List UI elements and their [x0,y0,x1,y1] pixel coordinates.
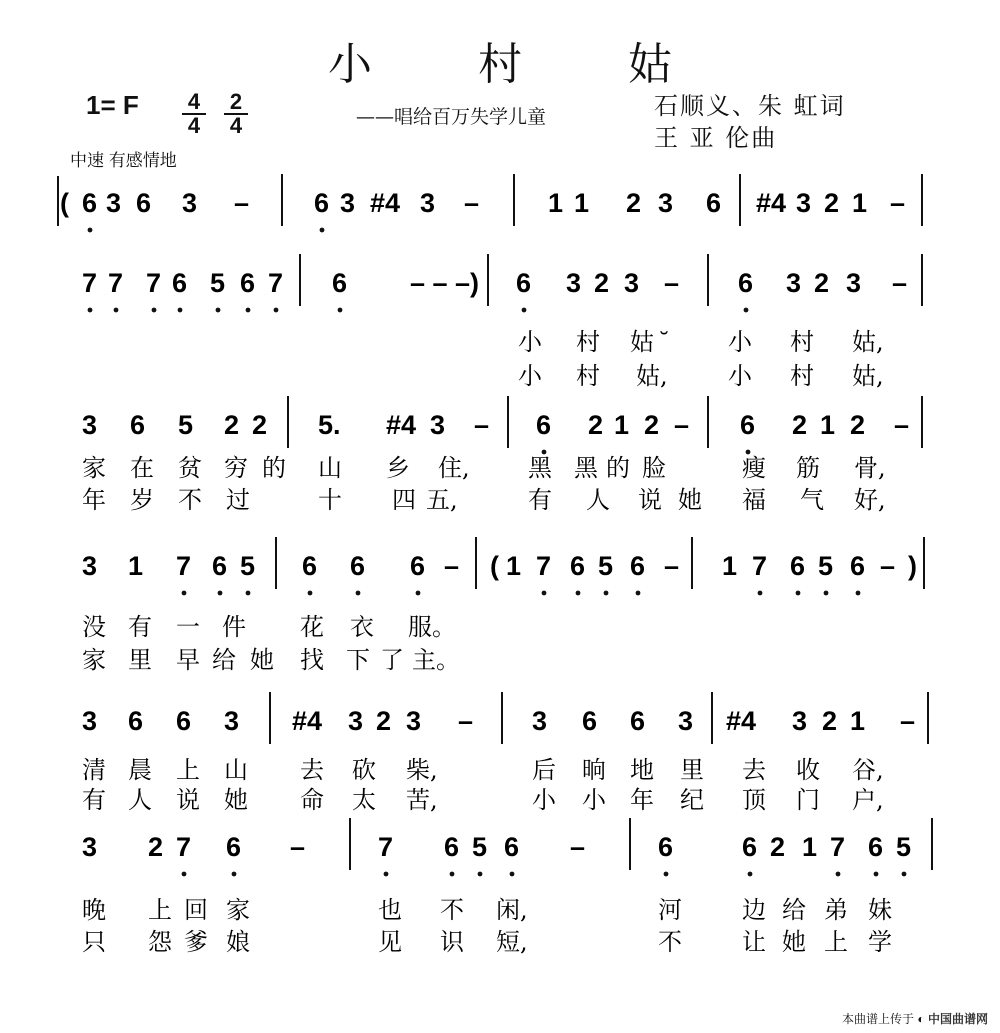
lower-octave-dot [450,872,455,877]
lyric-char: 姑, [852,328,884,356]
note: 2 [644,410,660,440]
note: #4 [726,706,757,736]
lyric-char: 在 [130,454,154,482]
lower-octave-dot [356,591,361,596]
note: 3 [430,410,446,440]
lyric-char: 四 [392,486,416,514]
note: – [464,188,480,218]
lyric-char: 件 [222,613,246,641]
note: – [290,832,306,862]
note: 1 [852,188,868,218]
lyric-char: 主。 [412,646,460,674]
lower-octave-dot [542,591,547,596]
note: 6 [738,268,754,298]
note: 3 [348,706,364,736]
note: 2 [814,268,830,298]
note: 6 [212,551,228,581]
lyric-char: 早 [176,646,200,674]
dedication: ——唱给百万失学儿童 [356,106,547,128]
note: 6 [570,551,586,581]
note: 6 [868,832,884,862]
lyric-char: 穷 [224,454,248,482]
lyric-char: 里 [680,756,704,784]
note: ( [490,551,499,581]
note: 5 [178,410,194,440]
lyric-char: 闲, [496,896,528,924]
lower-octave-dot [796,591,801,596]
lower-octave-dot [246,308,251,313]
lyric-char: 不 [178,486,202,514]
note: ( [60,188,69,218]
note: 7 [536,551,552,581]
lyric-char: 边 [742,896,766,924]
note: 7 [176,551,192,581]
note: 6 [314,188,330,218]
note: ) [908,551,917,581]
note: 6 [536,410,552,440]
lyric-char: 不 [440,896,464,924]
lyric-char: 有 [128,613,152,641]
lower-octave-dot [478,872,483,877]
note: 2 [850,410,866,440]
lower-octave-dot [114,308,119,313]
lower-octave-dot [522,308,527,313]
lyric-char: 短, [496,928,528,956]
lyric-char: 的 [606,454,630,482]
lyric-char: 村 [576,362,600,390]
lyric-char: 了 [380,646,404,674]
note: 3 [82,551,98,581]
note: 1 [802,832,818,862]
note: 6 [582,706,598,736]
note: 3 [82,706,98,736]
note: 6 [128,706,144,736]
note: – [474,410,490,440]
note: 1 [574,188,590,218]
note: 7 [752,551,768,581]
note: #4 [370,188,401,218]
note: – [900,706,916,736]
note: 7 [82,268,98,298]
note: 3 [678,706,694,736]
lyric-char: 年 [630,786,654,814]
lyric-char: 的 [262,454,286,482]
composer-credit: 王 亚 伦曲 [654,124,778,152]
lyric-char: 说 [638,486,662,514]
lyric-char: 找 [300,646,324,674]
note: 6 [850,551,866,581]
note: 5 [472,832,488,862]
lyric-char: 晌 [582,756,606,784]
note: 5 [210,268,226,298]
note: 5 [598,551,614,581]
lower-octave-dot [416,591,421,596]
lyric-char: 只 [82,928,106,956]
note: 3 [786,268,802,298]
lower-octave-dot [856,591,861,596]
lyric-char: 学 [868,928,892,956]
lower-octave-dot [274,308,279,313]
note: 6 [302,551,318,581]
lyric-char: 说 [176,786,200,814]
lyric-char: 爹 [184,928,208,956]
lower-octave-dot [308,591,313,596]
note: 6 [410,551,426,581]
lyric-char: 她 [678,486,702,514]
lower-octave-dot [510,872,515,877]
lyric-char: 一 [176,613,200,641]
lyric-char: 服。 [408,613,456,641]
lower-octave-dot [748,872,753,877]
note: 6 [172,268,188,298]
lyric-char: 山 [318,454,342,482]
lyric-char: 好, [854,486,886,514]
lyric-char: 回 [184,896,208,924]
lower-octave-dot [232,872,237,877]
note: 1 [548,188,564,218]
lyric-char: 姑, [636,362,668,390]
lower-octave-dot [182,872,187,877]
note: 1 [722,551,738,581]
lyric-char: 去 [300,756,324,784]
lyric-char: 砍 [352,756,376,784]
note: 2 [594,268,610,298]
lower-octave-dot [178,308,183,313]
note: 2 [588,410,604,440]
lower-octave-dot [218,591,223,596]
note: 3 [420,188,436,218]
lyric-char: 识 [440,928,464,956]
note: 6 [444,832,460,862]
site-logo-icon: ◐ [917,1012,925,1026]
note: 3 [406,706,422,736]
note: – [674,410,690,440]
lyric-char: 怨 [148,928,172,956]
lyric-char: 家 [226,896,250,924]
lyric-char: 太 [352,786,376,814]
lower-octave-dot [836,872,841,877]
note: 2 [376,706,392,736]
note: 6 [130,410,146,440]
note: 3 [532,706,548,736]
lyric-char: 后 [532,756,556,784]
lyric-char: 顶 [742,786,766,814]
lyric-char: 晚 [82,896,106,924]
lyric-char: 小 [518,328,542,356]
note: 6 [504,832,520,862]
note: 6 [516,268,532,298]
note: 6 [226,832,242,862]
lower-octave-dot [216,308,221,313]
lyric-char: 花 [300,613,324,641]
lyric-char: 里 [128,646,152,674]
lyric-char: 谷, [852,756,884,784]
lower-octave-dot [604,591,609,596]
note: 3 [792,706,808,736]
note: – [458,706,474,736]
time-sig-bottom: 4 [187,113,201,138]
footer-text: 本曲谱上传于 [842,1012,915,1026]
lyric-char: 岁 [130,486,154,514]
note: 6 [742,832,758,862]
lyric-char: 脸 [642,454,666,482]
tempo-marking: 中速 有感情地 [70,151,177,170]
note: 5 [240,551,256,581]
note: 5 [896,832,912,862]
lyric-char: 小 [582,786,606,814]
lyric-char: 她 [250,646,274,674]
lyric-char: 村 [576,328,600,356]
lyric-char: 上 [148,896,172,924]
note: 1 [128,551,144,581]
note: 3 [658,188,674,218]
note: – [892,268,908,298]
note: 5 [818,551,834,581]
lower-octave-dot [182,591,187,596]
note: 1 [614,410,630,440]
note: 1 [820,410,836,440]
note: 3 [846,268,862,298]
lyric-char: 苦, [406,786,438,814]
note: 6 [350,551,366,581]
note: – [570,832,586,862]
lyric-char: 妹 [868,896,892,924]
lyric-char: 有 [528,486,552,514]
note: 2 [770,832,786,862]
note: 6 [176,706,192,736]
lyric-char: 黑 [574,454,598,482]
lyric-char: 纪 [680,786,704,814]
lyric-char: 柴, [406,756,438,784]
note: #4 [386,410,417,440]
lyric-char: 上 [176,756,200,784]
lyric-char: 山 [224,756,248,784]
key-signature: 1= F [86,90,139,120]
note: #4 [756,188,787,218]
lyric-char: 村 [790,362,814,390]
lower-octave-dot [758,591,763,596]
lyric-char: 家 [82,646,106,674]
note: 7 [378,832,394,862]
lower-octave-dot [576,591,581,596]
lyric-char: 姑 [630,328,654,356]
lyricist-credit: 石顺义、朱 虹词 [654,92,846,120]
footer-credit [842,1010,988,1027]
note: 7 [268,268,284,298]
lyric-char: 不 [658,928,682,956]
note: – [664,268,680,298]
note: – [234,188,250,218]
lyric-char: 她 [224,786,248,814]
lyric-char: 五, [426,486,458,514]
lower-octave-dot [88,228,93,233]
note: 5. [318,410,341,440]
lyric-char: 给 [212,646,236,674]
lower-octave-dot [246,591,251,596]
lower-octave-dot [902,872,907,877]
note: – [890,188,906,218]
note: #4 [292,706,323,736]
note: 7 [146,268,162,298]
note: 1 [506,551,522,581]
note: 3 [340,188,356,218]
note: 2 [626,188,642,218]
note: 2 [148,832,164,862]
note: – [664,551,680,581]
note: 6 [790,551,806,581]
note: 6 [740,410,756,440]
lyric-char: 没 [82,613,106,641]
lower-octave-dot [320,228,325,233]
lyric-char: 弟 [824,896,848,924]
lyric-char: 骨, [854,454,886,482]
note: 3 [182,188,198,218]
note: 3 [624,268,640,298]
note: 3 [796,188,812,218]
lyric-char: 地 [630,756,654,784]
lyric-char: 人 [586,486,610,514]
lyric-char: 给 [782,896,806,924]
note: 6 [240,268,256,298]
lyric-char: 晨 [128,756,152,784]
lyric-char: 清 [82,756,106,784]
lower-octave-dot [88,308,93,313]
note: 7 [176,832,192,862]
note: 6 [706,188,722,218]
note: 3 [82,410,98,440]
note: 2 [224,410,240,440]
lyric-char: 也 [378,896,402,924]
note: 3 [82,832,98,862]
note: 7 [830,832,846,862]
lyric-char: 年 [82,486,106,514]
lyric-char: 河 [658,896,682,924]
note: – [444,551,460,581]
note: ) [470,268,479,298]
lower-octave-dot [824,591,829,596]
lyric-char: 有 [82,786,106,814]
lyric-char: 黑 [528,454,552,482]
lower-octave-dot [152,308,157,313]
lower-octave-dot [744,308,749,313]
footer-site: 中国曲谱网 [927,1012,988,1026]
lyric-char: 村 [790,328,814,356]
note: 3 [224,706,240,736]
lyric-char: 小 [728,362,752,390]
note: 6 [630,706,646,736]
lower-octave-dot [664,872,669,877]
lyric-char: 姑, [852,362,884,390]
lower-octave-dot [636,591,641,596]
time-sig-bottom: 4 [229,113,243,138]
lyric-char: 上 [824,928,848,956]
note: 7 [108,268,124,298]
note: 1 [850,706,866,736]
time-sig-top: 2 [229,89,243,114]
lyric-char: 户, [852,786,884,814]
lyric-char: 衣 [350,613,374,641]
lyric-char: 乡 [386,454,410,482]
note: 2 [252,410,268,440]
lyric-char: 娘 [226,928,250,956]
lyric-char: 她 [782,928,806,956]
lyric-char: 气 [800,486,824,514]
note: 3 [106,188,122,218]
note: 2 [792,410,808,440]
lyric-char: 小 [728,328,752,356]
note: 3 [566,268,582,298]
lyric-char: 去 [742,756,766,784]
note: 2 [824,188,840,218]
note: – [894,410,910,440]
lyric-char: 让 [742,928,766,956]
lyric-char: 下 [346,646,370,674]
note: 6 [332,268,348,298]
lyric-char: 住, [438,454,470,482]
lyric-char: 人 [128,786,152,814]
note: – [880,551,896,581]
lyric-char: 贫 [178,454,202,482]
lyric-char: 小 [532,786,556,814]
page-title: 小 村 姑 [328,39,718,90]
lyric-char: 见 [378,928,402,956]
lyric-char: 小 [518,362,542,390]
lyric-char: 瘦 [742,454,766,482]
lyric-char: ˘ [658,328,670,356]
lower-octave-dot [338,308,343,313]
note: 6 [82,188,98,218]
note: 6 [658,832,674,862]
note: 6 [630,551,646,581]
lower-octave-dot [384,872,389,877]
lyric-char: 命 [300,786,324,814]
note: 2 [822,706,838,736]
lyric-char: 福 [742,486,766,514]
lyric-char: 收 [796,756,820,784]
lyric-char: 家 [82,454,106,482]
lyric-char: 过 [226,486,250,514]
note: – – – [410,268,471,298]
note: 6 [136,188,152,218]
time-sig-top: 4 [187,89,201,114]
lyric-char: 十 [318,486,342,514]
lyric-char: 筋 [796,454,820,482]
lyric-char: 门 [796,786,820,814]
lower-octave-dot [874,872,879,877]
